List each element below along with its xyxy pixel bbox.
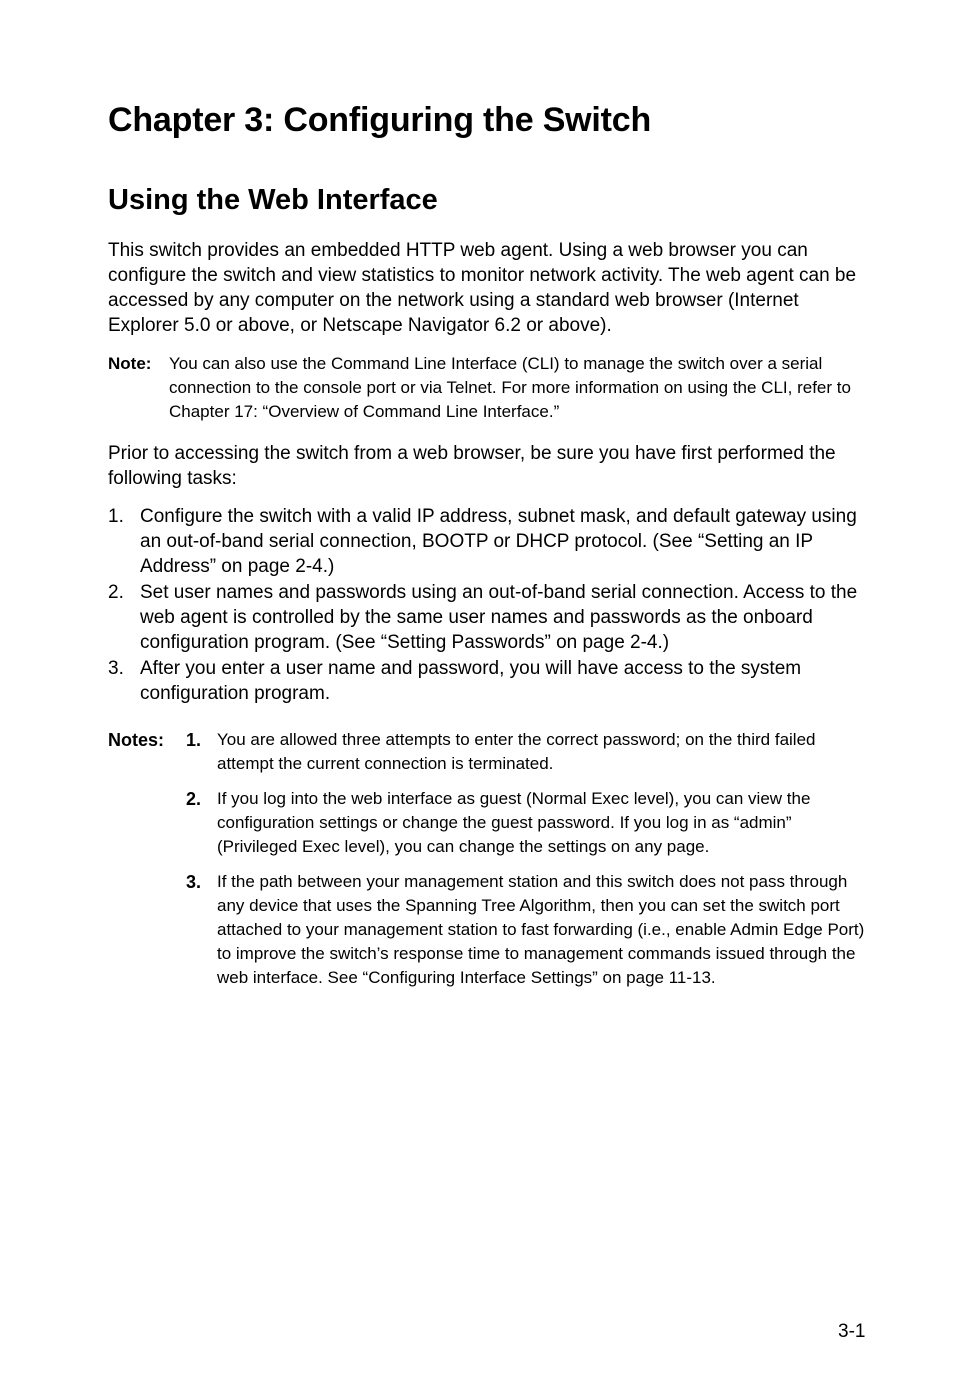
chapter-title: Chapter 3: Configuring the Switch [108, 101, 652, 139]
list-item-text: After you enter a user name and password, you will have access to the system configuration program. [140, 658, 802, 704]
prior-paragraph: Prior to accessing the switch from a web browser, be sure you have first performed the following tasks: [108, 443, 836, 489]
list-item-text: Configure the switch with a valid IP address, subnet mask, and default gateway using an out-of-band serial connection, BOOTP or DHCP protocol. (See “Setting an IP Address” on page 2-4.) [140, 506, 857, 577]
notes-item-text: If the path between your management station and this switch does not pass through any device that uses the Spanning Tree Algorithm, then you can set the switch port attached to your management station to fast forwarding (i.e., enable Admin Edge Port) to improve the switch’s response time to management commands issued through the web interface. See “Configuring Interface Settings” on page 11-13. [217, 872, 865, 987]
list-item-number: 2. [108, 582, 124, 603]
list-item-number: 3. [108, 658, 124, 679]
notes-label: Notes: [108, 730, 165, 750]
list-item [108, 504, 868, 579]
notes-item-text: You are allowed three attempts to enter the correct password; on the third failed attempt the current connection is terminated. [217, 730, 816, 773]
list-item [108, 656, 868, 706]
notes-item-number: 2. [186, 789, 202, 809]
intro-paragraph: This switch provides an embedded HTTP web agent. Using a web browser you can configure the switch and view statistics to monitor network activity. The web agent can be accessed by any computer on the network using a standard web browser (Internet Explorer 5.0 or above, or Netscape Navigator 6.2 or above). [108, 240, 857, 336]
note-block [108, 352, 868, 424]
list-item [108, 580, 868, 655]
notes-item [186, 870, 868, 990]
task-list [108, 504, 868, 707]
notes-item-text: If you log into the web interface as guest (Normal Exec level), you can view the configuration settings or change the guest password. If you log in as “admin” (Privileged Exec level), you can change the settings on any page. [217, 789, 811, 856]
notes-item-number: 3. [186, 872, 202, 892]
page-number: 3-1 [838, 1321, 866, 1342]
list-item-number: 1. [108, 506, 124, 527]
notes-item [186, 787, 868, 859]
notes-item-number: 1. [186, 730, 202, 750]
list-item-text: Set user names and passwords using an out-of-band serial connection. Access to the web agent is controlled by the same user names and passwords as the onboard configuration program. (See “Setting Passwords” on page 2-4.) [140, 582, 858, 653]
note-text: You can also use the Command Line Interface (CLI) to manage the switch over a serial connection to the console port or via Telnet. For more information on using the CLI, refer to Chapter 17: “Overview of Command Line Interface.” [169, 354, 851, 421]
section-title: Using the Web Interface [108, 184, 438, 216]
notes-item [186, 728, 868, 776]
note-label: Note: [108, 354, 152, 373]
